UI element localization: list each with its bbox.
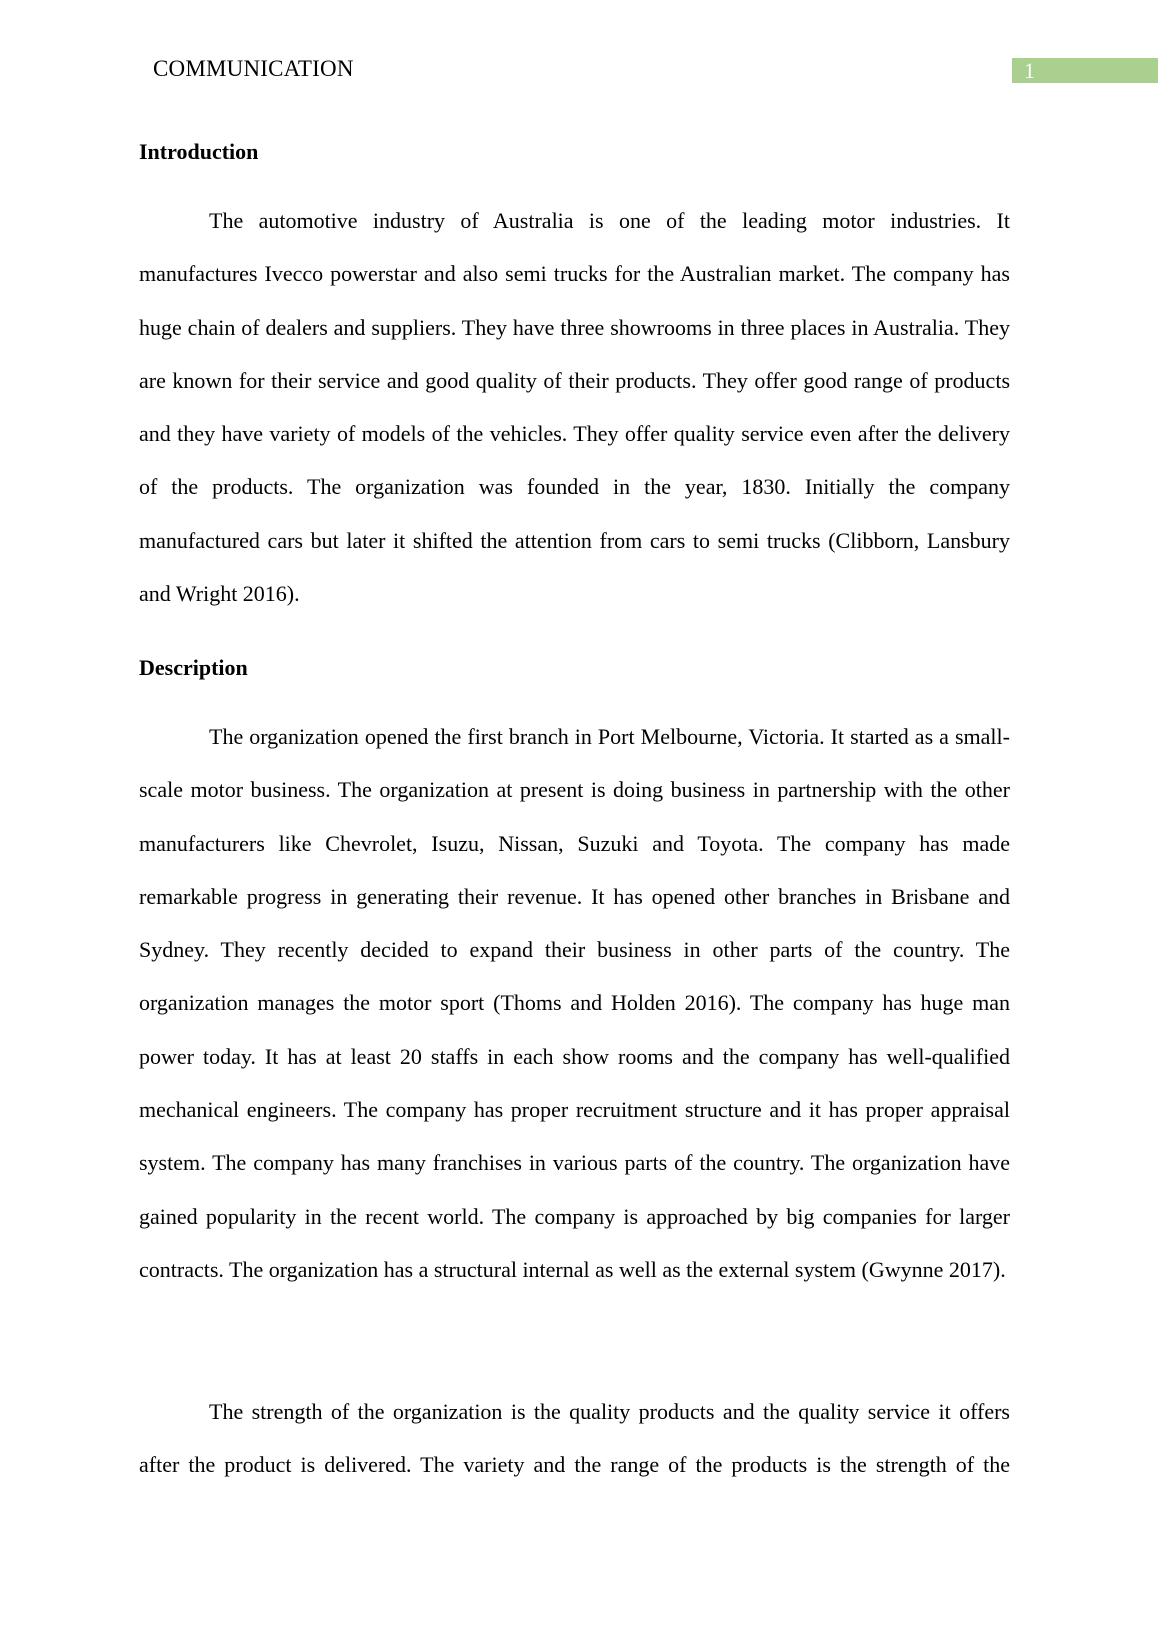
- paragraph-introduction: The automotive industry of Australia is one of the leading motor industries. It manufactures Ivecco powerstar and also semi trucks for the Australian market. The company has huge chain of dealers and suppliers. They have three showrooms in three places in Australia. They are known for their service and good quality of their products. They offer good range of products and they have variety of models of the vehicles. They offer quality service even after the delivery of the products. The organization was founded in the year, 1830. Initially the company manufactured cars but later it shifted the attention from cars to semi trucks (Clibborn, Lansbury and Wright 2016).: [139, 208, 1010, 607]
- running-head: COMMUNICATION: [153, 56, 354, 81]
- paragraph-description-2: The strength of the organization is the quality products and the quality service it offers after the product is delivered. The variety and the range of the products is the strength of the: [139, 1399, 1010, 1478]
- section-heading-introduction: Introduction: [139, 139, 259, 164]
- paragraph-description-1: The organization opened the first branch in Port Melbourne, Victoria. It started as a small-scale motor business. The organization at present is doing business in partnership with the other manufacturers like Chevrolet, Isuzu, Nissan, Suzuki and Toyota. The company has made remarkable progress in generating their revenue. It has opened other branches in Brisbane and Sydney. They recently decided to expand their business in other parts of the country. The organization manages the motor sport (Thoms and Holden 2016). The company has huge man power today. It has at least 20 staffs in each show rooms and the company has well-qualified mechanical engineers. The company has proper recruitment structure and it has proper appraisal system. The company has many franchises in various parts of the country. The organization have gained popularity in the recent world. The company is approached by big companies for larger contracts. The organization has a structural internal as well as the external system (Gwynne 2017).: [139, 724, 1010, 1282]
- section-heading-description: Description: [139, 655, 248, 680]
- page-number: 1: [1012, 58, 1158, 83]
